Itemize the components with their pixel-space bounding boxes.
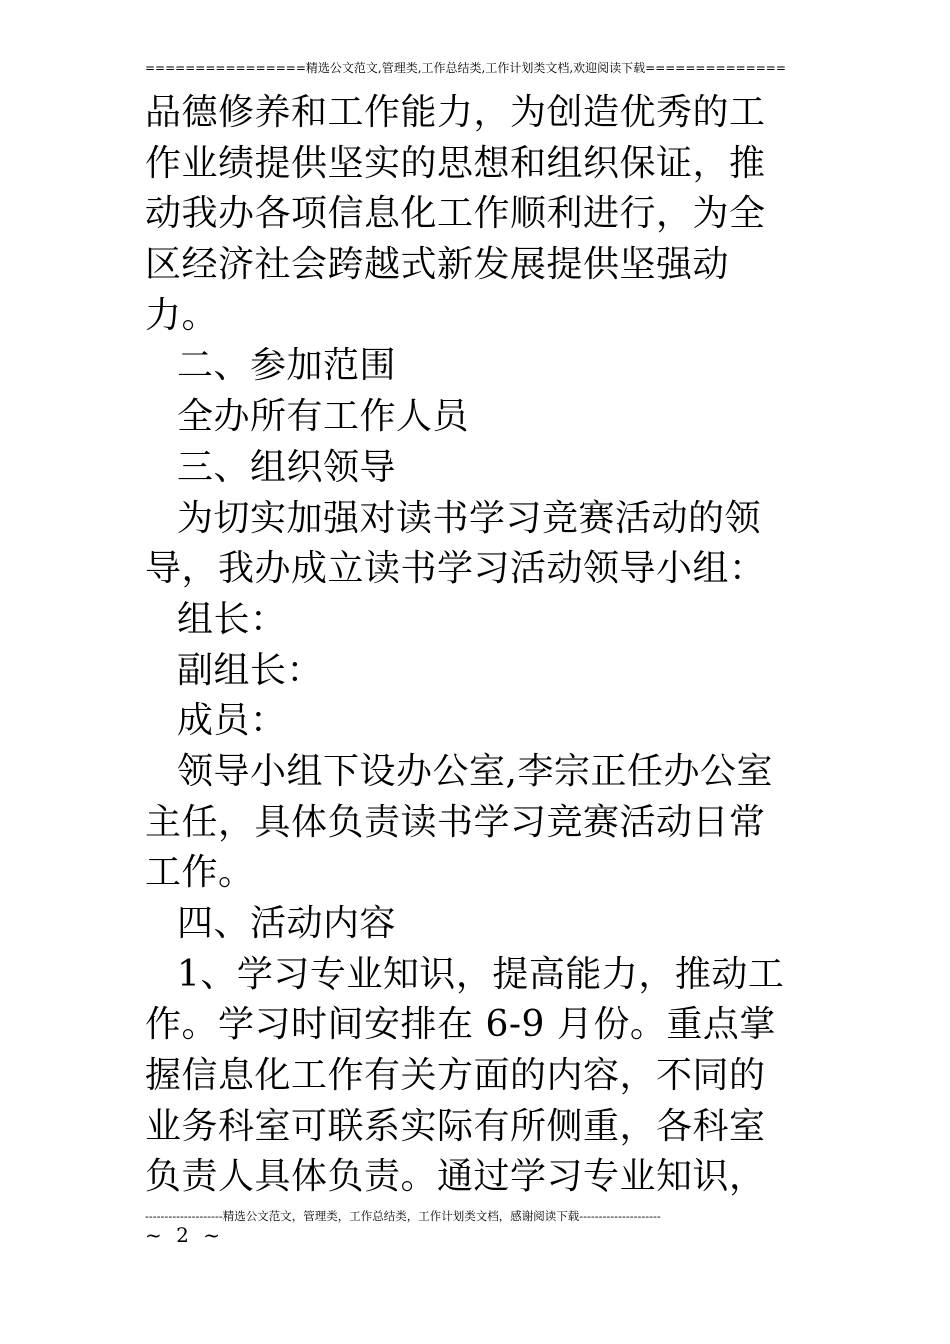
body-line: 品德修养和工作能力，为创造优秀的工: [145, 92, 766, 133]
page-header: ================精选公文范文,管理类,工作总结类,工作计划类文档,欢迎阅读下载==============: [145, 61, 786, 75]
deputy-leader-label: 副组长：: [177, 649, 324, 691]
body-line: 作业绩提供坚实的思想和组织保证，推: [145, 142, 766, 184]
page-footer: --------------------精选公文范文，管理类，工作总结类，工作计划类文档，感谢阅读下载---------------------: [145, 1209, 661, 1223]
body-line: 主任，具体负责读书学习竞赛活动日常: [145, 801, 766, 843]
section-heading-activity-content: 四、活动内容: [177, 903, 397, 944]
body-line: 1、学习专业知识，提高能力，推动工: [177, 953, 785, 995]
body-line: 全办所有工作人员: [177, 396, 470, 438]
body-line: 负责人具体负责。通过学习专业知识，: [145, 1156, 766, 1198]
page-number: ~ 2 ~: [145, 1223, 224, 1247]
body-line: 力。: [145, 294, 219, 336]
body-line: 业务科室可联系实际有所侧重，各科室: [145, 1105, 766, 1147]
members-label: 成员：: [177, 700, 287, 742]
body-line: 领导小组下设办公室,李宗正任办公室: [177, 750, 773, 792]
body-line: 握信息化工作有关方面的内容，不同的: [145, 1055, 766, 1097]
section-heading-organization-leadership: 三、组织领导: [177, 446, 397, 488]
body-line: 工作。: [145, 852, 255, 894]
document-body: [145, 88, 810, 1203]
body-line: 导，我办成立读书学习活动领导小组：: [145, 548, 766, 590]
body-line: 作。学习时间安排在 6-9 月份。重点掌: [145, 1004, 776, 1046]
body-line: 为切实加强对读书学习竞赛活动的领: [177, 497, 762, 539]
section-heading-participation-scope: 二、参加范围: [177, 345, 397, 387]
body-line: 区经济社会跨越式新发展提供坚强动: [145, 244, 730, 286]
body-line: 动我办各项信息化工作顺利进行，为全: [145, 193, 766, 235]
group-leader-label: 组长：: [177, 598, 287, 640]
